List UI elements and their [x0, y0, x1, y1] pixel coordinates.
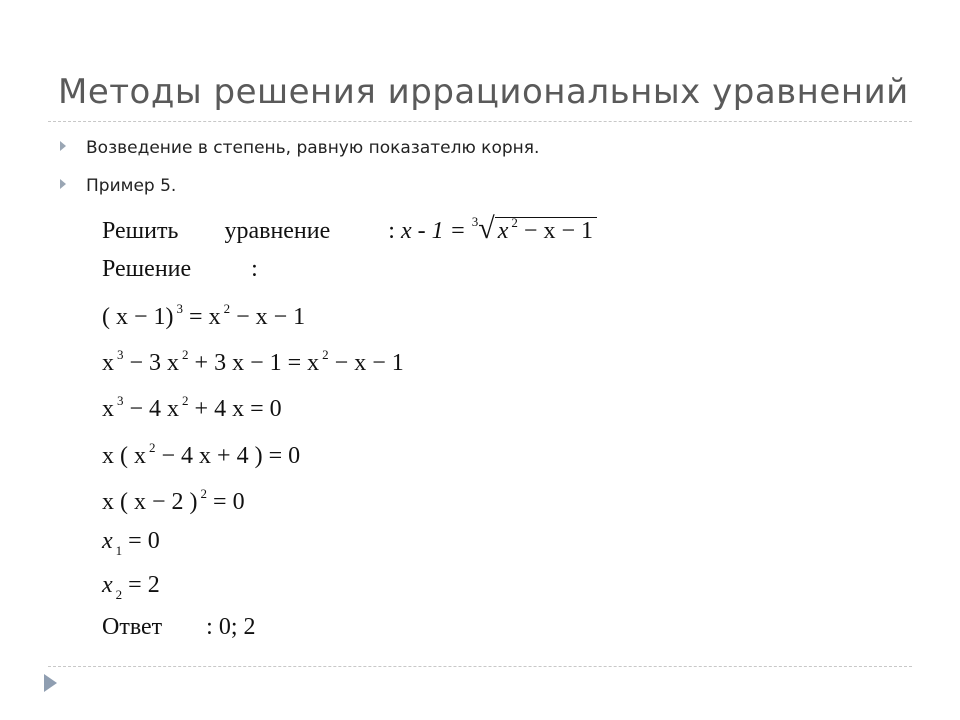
- problem-lhs: x - 1 =: [400, 218, 466, 244]
- footer-divider: [48, 666, 912, 667]
- problem-colon: :: [388, 218, 395, 244]
- radical-sign-icon: √: [478, 212, 495, 245]
- bullet-example: [60, 176, 176, 196]
- answer-line: [102, 614, 256, 641]
- problem-statement: [102, 212, 597, 246]
- answer-value: : 0; 2: [206, 614, 256, 640]
- title-divider: [48, 121, 912, 122]
- bullet-arrow-icon: [60, 141, 66, 151]
- slide-nav-arrow-icon[interactable]: [44, 674, 57, 692]
- step-line: x ( x $^2$ − 4 x + 4 ) = 0: [102, 440, 301, 469]
- equation-word: уравнение: [224, 218, 331, 244]
- cube-root: [472, 212, 597, 246]
- bullet-method: [60, 138, 539, 158]
- step-line: ( x − 1) $^3$ = x $^2$ − x − 1: [102, 301, 306, 330]
- bullet-arrow-icon: [60, 179, 66, 189]
- solution-colon: :: [251, 256, 258, 282]
- root-index: 3: [471, 214, 479, 229]
- root-line: x $_2$ = 2: [102, 572, 160, 602]
- bullet-text: Пример 5.: [86, 176, 177, 196]
- solution-word: Решение: [102, 256, 192, 282]
- bullet-text: Возведение в степень, равную показателю корня.: [86, 138, 540, 158]
- solution-heading: [102, 256, 258, 283]
- step-line: x ( x − 2 ) $^2$ = 0: [102, 486, 245, 515]
- answer-word: Ответ: [102, 614, 163, 640]
- step-line: x $^3$ − 4 x $^2$ + 4 x = 0: [102, 393, 282, 422]
- root-line: x $_1$ = 0: [102, 528, 160, 558]
- radicand: x $^2$ − x − 1: [495, 217, 597, 244]
- solve-word: Решить: [102, 218, 179, 244]
- step-line: x $^3$ − 3 x $^2$ + 3 x − 1 = x $^2$ − x − 1: [102, 347, 404, 376]
- slide-title: Методы решения иррациональных уравнений: [58, 72, 909, 112]
